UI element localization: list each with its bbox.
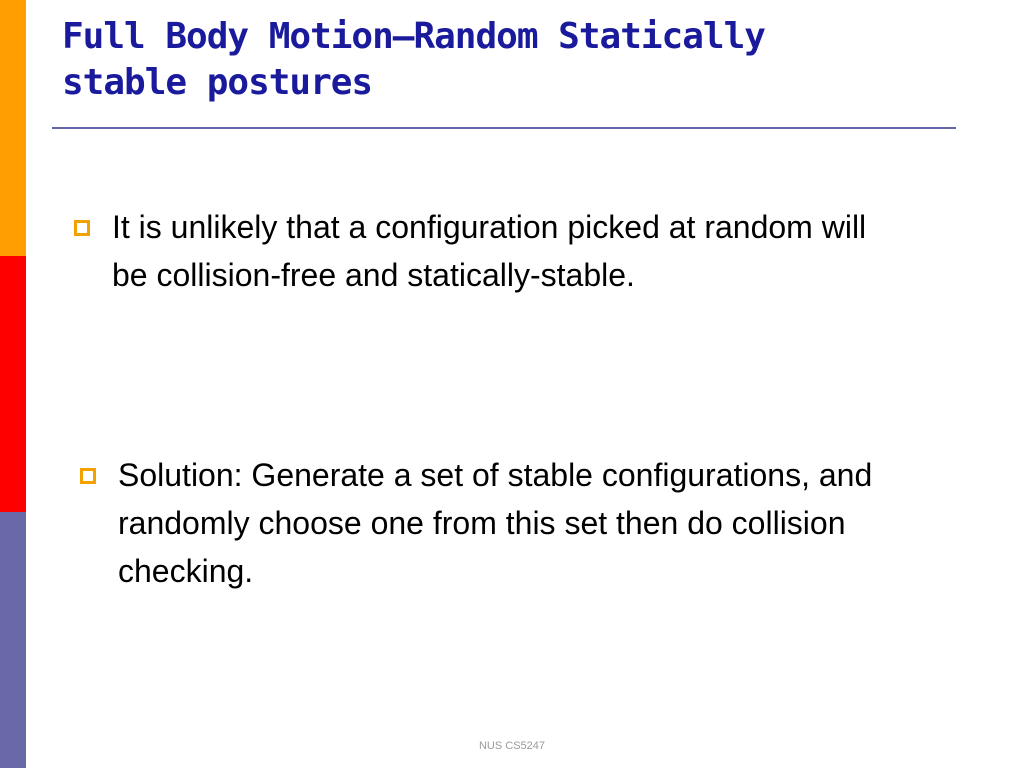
side-bar-segment-orange — [0, 0, 26, 256]
side-bar-segment-red — [0, 256, 26, 512]
side-bar-segment-slate — [0, 512, 26, 768]
slide-title — [62, 14, 962, 106]
bullet-point-1: It is unlikely that a configuration picked at random will be collision-free and statically-stable. — [112, 209, 867, 293]
hollow-square-bullet-icon — [74, 220, 90, 236]
hollow-square-bullet-icon — [80, 468, 96, 484]
side-accent-bar — [0, 0, 26, 768]
slide-footer: NUS CS5247 — [478, 740, 546, 752]
bullet-point-2: Solution: Generate a set of stable configurations, and randomly choose one from this set then do collision checking. — [118, 457, 873, 589]
slide-title-line-2: stable postures — [62, 62, 373, 103]
title-underline — [52, 127, 956, 129]
slide-title-line-1: Full Body Motion—Random Statically — [62, 16, 765, 57]
